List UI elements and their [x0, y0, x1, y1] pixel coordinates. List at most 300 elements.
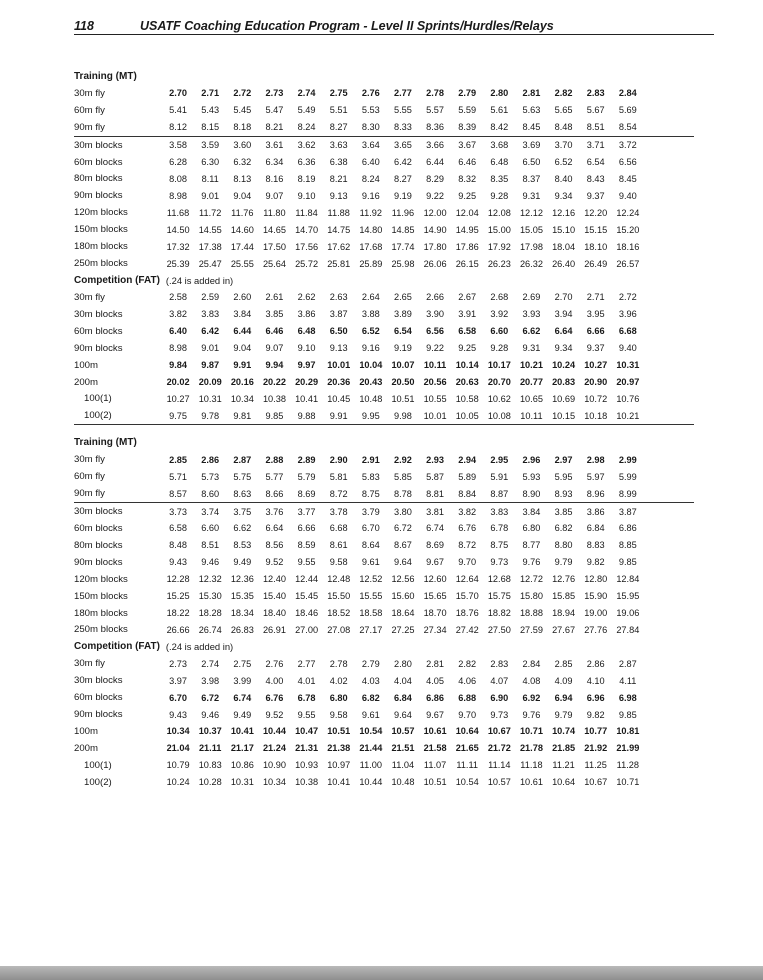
time-cell: 5.43 [201, 105, 220, 116]
time-cell: 3.58 [169, 140, 187, 151]
table-row [74, 255, 694, 272]
time-cell: 21.58 [423, 743, 447, 754]
time-cell: 2.85 [554, 658, 573, 669]
time-cell: 8.24 [361, 173, 380, 184]
time-cell: 8.51 [201, 540, 220, 551]
time-cell: 3.82 [458, 506, 477, 517]
time-cell: 10.41 [295, 393, 319, 404]
time-cell: 8.40 [554, 173, 573, 184]
time-cell: 20.63 [455, 377, 479, 388]
time-cell: 8.11 [201, 173, 219, 184]
time-cell: 9.55 [297, 709, 316, 720]
time-cell: 6.60 [490, 326, 509, 337]
time-cell: 27.00 [295, 624, 319, 635]
time-cell: 9.88 [297, 410, 316, 421]
time-cell: 2.91 [361, 454, 380, 465]
time-cell: 15.90 [584, 591, 608, 602]
table-row [74, 102, 694, 119]
time-cell: 8.85 [618, 540, 637, 551]
time-cell: 8.96 [586, 488, 605, 499]
time-cell: 10.14 [455, 360, 479, 371]
time-cell: 21.44 [359, 743, 383, 754]
time-cell: 2.78 [426, 88, 444, 99]
row-label: 30m fly [74, 658, 105, 670]
row-label: 30m blocks [74, 308, 123, 320]
time-cell: 8.18 [233, 122, 252, 133]
row-label: 90m blocks [74, 190, 123, 202]
time-cell: 11.84 [295, 207, 318, 218]
time-cell: 9.25 [458, 343, 477, 354]
time-cell: 10.31 [198, 393, 222, 404]
time-cell: 5.71 [169, 471, 187, 482]
time-cell: 6.92 [522, 692, 541, 703]
time-cell: 10.27 [166, 393, 190, 404]
time-cell: 14.95 [455, 224, 479, 235]
time-cell: 3.94 [554, 309, 573, 320]
time-cell: 8.45 [618, 173, 637, 184]
row-label: 60m blocks [74, 692, 123, 704]
time-cell: 9.13 [329, 343, 348, 354]
time-cell: 20.16 [230, 377, 254, 388]
time-cell: 10.55 [423, 393, 447, 404]
time-cell: 8.36 [426, 122, 444, 133]
time-cell: 6.66 [297, 523, 316, 534]
time-cell: 10.65 [519, 393, 543, 404]
time-cell: 6.78 [490, 523, 509, 534]
group-title: Competition (FAT) [74, 641, 160, 653]
time-cell: 2.77 [393, 88, 412, 99]
time-cell: 8.48 [554, 122, 573, 133]
row-label: 90m blocks [74, 556, 123, 568]
row-label: 60m blocks [74, 325, 123, 337]
time-cell: 6.46 [265, 326, 284, 337]
time-cell: 27.50 [487, 624, 511, 635]
time-cell: 2.70 [554, 292, 573, 303]
time-cell: 17.44 [230, 241, 254, 252]
time-cell: 6.50 [329, 326, 348, 337]
time-cell: 3.98 [201, 675, 220, 686]
table-row [74, 655, 694, 672]
time-cell: 2.74 [297, 88, 316, 99]
time-cell: 6.72 [201, 692, 220, 703]
time-cell: 9.82 [586, 709, 605, 720]
time-cell: 11.11 [456, 760, 478, 771]
time-cell: 8.72 [458, 540, 477, 551]
time-cell: 9.64 [393, 557, 412, 568]
time-cell: 2.94 [458, 454, 477, 465]
time-cell: 26.91 [262, 624, 286, 635]
time-cell: 10.37 [198, 726, 222, 737]
time-cell: 12.76 [552, 574, 576, 585]
time-cell: 27.76 [584, 624, 608, 635]
time-cell: 6.44 [233, 326, 252, 337]
time-cell: 9.04 [233, 190, 252, 201]
table-row [74, 588, 694, 605]
time-cell: 12.80 [584, 574, 608, 585]
row-label: 250m blocks [74, 258, 128, 270]
time-cell: 18.16 [616, 241, 640, 252]
time-cell: 25.64 [262, 258, 286, 269]
time-cell: 6.82 [361, 692, 380, 703]
time-cell: 5.69 [618, 105, 637, 116]
time-cell: 8.87 [490, 488, 509, 499]
time-cell: 2.98 [586, 454, 605, 465]
time-cell: 5.45 [233, 105, 252, 116]
time-cell: 12.44 [295, 574, 319, 585]
time-cell: 17.38 [198, 241, 222, 252]
time-cell: 20.70 [487, 377, 511, 388]
time-cell: 12.60 [423, 574, 447, 585]
time-cell: 6.32 [233, 157, 252, 168]
time-cell: 11.14 [488, 760, 511, 771]
table-row [74, 119, 694, 137]
time-cell: 10.38 [295, 777, 319, 788]
row-label: 80m blocks [74, 173, 123, 185]
time-cell: 9.97 [297, 360, 316, 371]
time-cell: 6.28 [169, 157, 187, 168]
time-cell: 15.65 [423, 591, 447, 602]
time-cell: 2.71 [201, 88, 220, 99]
time-cell: 8.84 [458, 488, 477, 499]
time-cell: 18.52 [327, 608, 351, 619]
time-cell: 3.97 [169, 675, 187, 686]
time-cell: 6.54 [586, 157, 605, 168]
time-cell: 10.51 [423, 777, 447, 788]
time-cell: 9.07 [265, 190, 284, 201]
time-cell: 6.70 [169, 692, 187, 703]
time-cell: 2.92 [393, 454, 412, 465]
time-cell: 10.57 [391, 726, 415, 737]
time-cell: 12.00 [423, 207, 447, 218]
time-cell: 2.67 [458, 292, 477, 303]
time-cell: 5.85 [393, 471, 412, 482]
time-cell: 9.70 [458, 557, 477, 568]
time-cell: 19.00 [584, 608, 608, 619]
time-cell: 14.80 [359, 224, 383, 235]
time-cell: 11.25 [584, 760, 607, 771]
time-cell: 2.80 [490, 88, 509, 99]
row-label: 180m blocks [74, 241, 128, 253]
time-cell: 9.94 [265, 360, 284, 371]
row-label: 30m blocks [74, 506, 123, 517]
time-cell: 21.38 [327, 743, 351, 754]
time-cell: 5.91 [490, 471, 509, 482]
time-cell: 6.54 [393, 326, 412, 337]
time-cell: 8.43 [586, 173, 605, 184]
time-cell: 20.02 [166, 377, 190, 388]
time-cell: 11.68 [166, 207, 190, 218]
time-cell: 10.24 [166, 777, 190, 788]
time-cell: 9.04 [233, 343, 252, 354]
time-cell: 10.17 [487, 360, 511, 371]
time-cell: 3.86 [297, 309, 316, 320]
time-cell: 6.56 [618, 157, 637, 168]
time-cell: 18.58 [359, 608, 383, 619]
time-cell: 4.00 [265, 675, 284, 686]
time-cell: 6.58 [169, 523, 187, 534]
time-cell: 2.60 [233, 292, 252, 303]
time-cell: 6.74 [233, 692, 252, 703]
time-cell: 25.55 [230, 258, 254, 269]
time-cell: 2.86 [586, 658, 605, 669]
time-cell: 8.56 [265, 540, 284, 551]
time-cell: 8.83 [586, 540, 605, 551]
time-cell: 3.61 [265, 140, 284, 151]
time-cell: 6.72 [393, 523, 412, 534]
time-cell: 2.99 [618, 454, 637, 465]
time-cell: 2.72 [233, 88, 252, 99]
time-cell: 6.84 [586, 523, 605, 534]
time-cell: 10.69 [552, 393, 576, 404]
time-cell: 8.53 [233, 540, 252, 551]
time-cell: 2.78 [329, 658, 348, 669]
time-cell: 6.76 [265, 692, 284, 703]
time-cell: 10.86 [230, 760, 254, 771]
time-cell: 3.65 [393, 140, 412, 151]
row-label: 180m blocks [74, 607, 128, 619]
row-label: 200m [74, 742, 98, 754]
time-cell: 8.51 [586, 122, 605, 133]
time-cell: 10.54 [455, 777, 479, 788]
time-cell: 11.21 [552, 760, 575, 771]
time-cell: 14.65 [262, 224, 286, 235]
time-cell: 10.83 [198, 760, 222, 771]
time-cell: 8.63 [233, 488, 252, 499]
time-cell: 3.84 [522, 506, 541, 517]
time-cell: 5.87 [426, 471, 444, 482]
time-cell: 21.65 [455, 743, 479, 754]
time-cell: 5.81 [329, 471, 348, 482]
row-label: 120m blocks [74, 207, 128, 219]
time-cell: 20.77 [519, 377, 543, 388]
time-cell: 4.03 [361, 675, 380, 686]
table-row [74, 340, 694, 357]
time-cell: 5.99 [618, 471, 637, 482]
time-cell: 11.28 [616, 760, 639, 771]
time-cell: 12.56 [391, 574, 415, 585]
time-cell: 10.44 [359, 777, 383, 788]
row-label: 150m blocks [74, 224, 128, 236]
time-cell: 4.07 [490, 675, 509, 686]
time-cell: 2.61 [265, 292, 284, 303]
time-cell: 6.52 [361, 326, 380, 337]
time-cell: 14.70 [295, 224, 319, 235]
time-cell: 4.11 [619, 675, 637, 686]
time-cell: 15.30 [198, 591, 222, 602]
time-cell: 10.71 [616, 777, 640, 788]
time-cell: 10.34 [166, 726, 190, 737]
time-cell: 10.67 [584, 777, 608, 788]
time-cell: 4.05 [426, 675, 444, 686]
time-cell: 3.69 [522, 140, 541, 151]
row-label: 150m blocks [74, 590, 128, 602]
time-cell: 6.64 [554, 326, 573, 337]
time-cell: 8.33 [393, 122, 412, 133]
time-cell: 3.74 [201, 506, 220, 517]
time-cell: 6.88 [458, 692, 477, 703]
time-cell: 2.86 [201, 454, 220, 465]
table-row [74, 137, 694, 154]
row-label: 100m [74, 359, 98, 371]
time-cell: 6.62 [522, 326, 541, 337]
time-cell: 11.80 [263, 207, 286, 218]
row-label: 120m blocks [74, 573, 128, 585]
table-row [74, 357, 694, 374]
time-cell: 2.71 [586, 292, 605, 303]
time-cell: 10.67 [487, 726, 511, 737]
time-cell: 6.82 [554, 523, 573, 534]
time-cell: 9.81 [233, 410, 252, 421]
group-title: Training (MT) [74, 437, 137, 449]
time-cell: 6.52 [554, 157, 573, 168]
time-cell: 8.61 [329, 540, 348, 551]
time-cell: 5.59 [458, 105, 477, 116]
row-label: 100(1) [84, 393, 112, 405]
time-cell: 10.47 [295, 726, 319, 737]
time-cell: 2.82 [458, 658, 477, 669]
table-row [74, 605, 694, 622]
time-cell: 26.15 [455, 258, 479, 269]
time-cell: 10.07 [391, 360, 415, 371]
time-cell: 12.36 [230, 574, 254, 585]
time-cell: 6.80 [522, 523, 541, 534]
time-cell: 8.54 [618, 122, 637, 133]
time-cell: 11.96 [391, 207, 415, 218]
time-cell: 6.36 [297, 157, 316, 168]
time-cell: 6.84 [393, 692, 412, 703]
time-cell: 10.79 [166, 760, 190, 771]
time-cell: 9.58 [329, 709, 348, 720]
time-cell: 9.43 [169, 709, 187, 720]
time-cell: 21.31 [295, 743, 319, 754]
time-cell: 10.31 [616, 360, 640, 371]
time-cell: 5.53 [361, 105, 380, 116]
row-label: 90m fly [74, 121, 105, 133]
time-cell: 15.35 [230, 591, 254, 602]
time-cell: 9.52 [265, 709, 284, 720]
time-cell: 12.08 [487, 207, 511, 218]
time-cell: 20.97 [616, 377, 640, 388]
time-cell: 26.66 [166, 624, 190, 635]
time-cell: 21.99 [616, 743, 640, 754]
time-cell: 6.40 [169, 326, 187, 337]
time-cell: 3.73 [169, 506, 187, 517]
time-cell: 8.35 [490, 173, 509, 184]
time-cell: 9.82 [586, 557, 605, 568]
time-cell: 20.90 [584, 377, 608, 388]
time-cell: 25.39 [166, 258, 190, 269]
time-cell: 9.31 [522, 190, 541, 201]
time-cell: 11.18 [520, 760, 543, 771]
time-cell: 2.77 [297, 658, 316, 669]
time-cell: 27.42 [455, 624, 479, 635]
time-cell: 9.37 [586, 190, 605, 201]
time-cell: 3.72 [618, 140, 637, 151]
table-row [74, 706, 694, 723]
time-cell: 10.28 [198, 777, 222, 788]
time-cell: 5.55 [393, 105, 412, 116]
time-cell: 17.80 [423, 241, 447, 252]
table-row [74, 391, 694, 408]
table-row [74, 757, 694, 774]
split-times-tables [74, 68, 694, 791]
time-cell: 11.00 [359, 760, 382, 771]
time-cell: 10.90 [262, 760, 286, 771]
time-cell: 17.92 [487, 241, 511, 252]
row-label: 100(2) [84, 410, 112, 422]
time-cell: 10.27 [584, 360, 608, 371]
time-cell: 6.42 [201, 326, 220, 337]
time-cell: 15.75 [487, 591, 511, 602]
page-header [74, 19, 714, 35]
time-cell: 9.67 [426, 709, 444, 720]
time-cell: 2.62 [297, 292, 316, 303]
time-cell: 4.09 [554, 675, 573, 686]
time-cell: 4.08 [522, 675, 541, 686]
time-cell: 10.57 [487, 777, 511, 788]
time-cell: 21.24 [262, 743, 286, 754]
time-cell: 3.75 [233, 506, 252, 517]
time-cell: 9.85 [618, 709, 637, 720]
time-cell: 2.84 [618, 88, 637, 99]
time-cell: 21.17 [230, 743, 254, 754]
time-cell: 2.79 [361, 658, 380, 669]
time-cell: 6.48 [490, 157, 509, 168]
time-cell: 10.11 [423, 360, 447, 371]
time-cell: 9.31 [522, 343, 541, 354]
time-cell: 26.06 [423, 258, 447, 269]
time-cell: 8.30 [361, 122, 380, 133]
scan-edge [0, 966, 763, 980]
time-cell: 3.91 [458, 309, 477, 320]
time-cell: 27.84 [616, 624, 640, 635]
time-cell: 4.06 [458, 675, 477, 686]
time-cell: 10.61 [519, 777, 543, 788]
time-cell: 10.21 [519, 360, 543, 371]
table-row [74, 451, 694, 468]
time-cell: 6.76 [458, 523, 477, 534]
time-cell: 9.76 [522, 709, 541, 720]
time-cell: 6.38 [329, 157, 348, 168]
time-cell: 5.65 [554, 105, 573, 116]
time-cell: 9.07 [265, 343, 284, 354]
time-cell: 5.41 [169, 105, 187, 116]
time-cell: 2.93 [426, 454, 444, 465]
time-cell: 8.67 [393, 540, 412, 551]
time-cell: 9.64 [393, 709, 412, 720]
time-cell: 8.98 [169, 190, 187, 201]
table-row [74, 154, 694, 171]
time-cell: 9.75 [169, 410, 187, 421]
group-heading [74, 272, 694, 289]
time-cell: 6.48 [297, 326, 316, 337]
time-cell: 10.01 [423, 410, 447, 421]
time-cell: 9.43 [169, 557, 187, 568]
time-cell: 5.67 [586, 105, 605, 116]
time-cell: 15.10 [552, 224, 576, 235]
table-row [74, 485, 694, 503]
time-cell: 17.56 [295, 241, 319, 252]
table-row [74, 774, 694, 791]
time-cell: 10.11 [520, 410, 543, 421]
row-label: 30m fly [74, 87, 105, 99]
table-row [74, 468, 694, 485]
time-cell: 27.67 [552, 624, 576, 635]
time-cell: 9.19 [393, 343, 412, 354]
time-cell: 11.88 [327, 207, 350, 218]
time-cell: 21.78 [519, 743, 543, 754]
time-cell: 26.32 [519, 258, 543, 269]
